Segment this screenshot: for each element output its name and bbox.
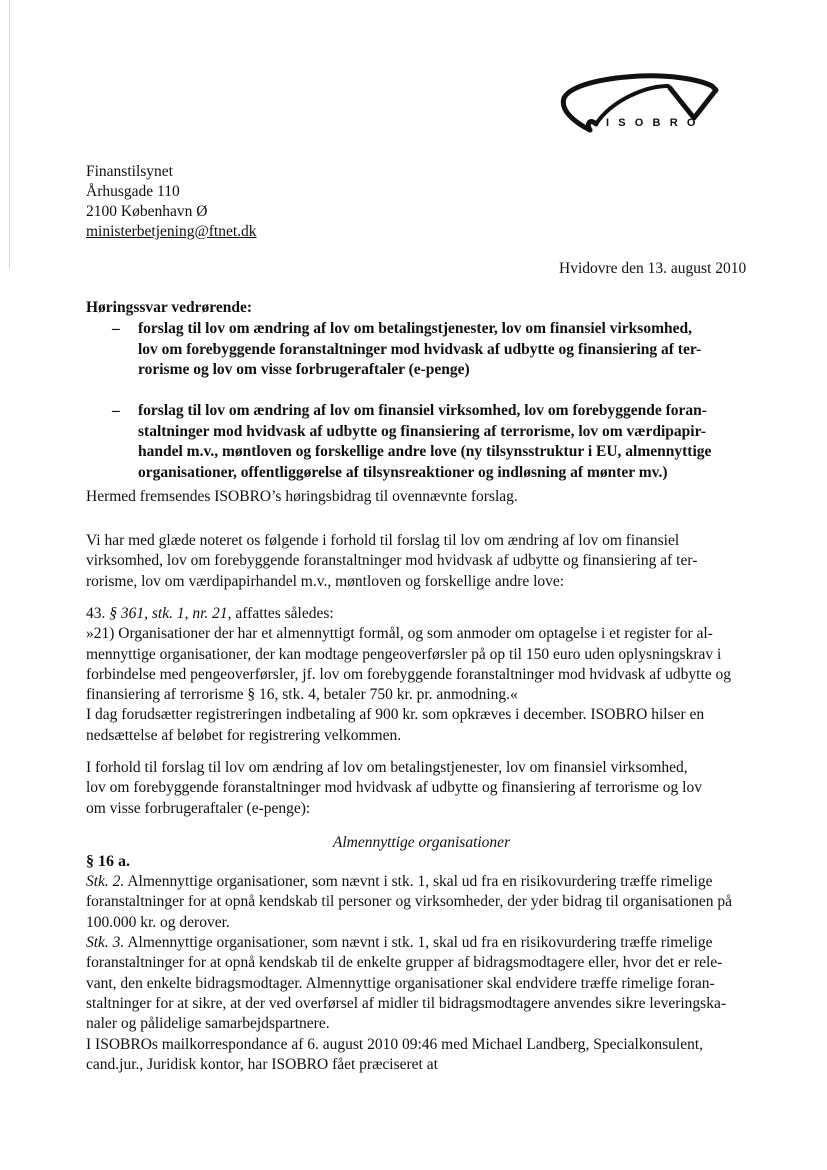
recipient-name: Finanstilsynet xyxy=(86,163,173,180)
item-suffix: affattes således: xyxy=(231,605,334,622)
paragraph-line: foranstaltninger for at opnå kendskab til de enkelte grupper af bidragsmodtagere eller, hvor det er rele- xyxy=(86,954,723,972)
stk-first-text: Almennyttige organisationer, som nævnt i stk. 1, skal ud fra en risikovurdering træffe rimelige xyxy=(124,873,713,890)
item-prefix: 43. xyxy=(86,605,110,622)
logo-wordmark: ISOBRO xyxy=(606,117,705,129)
paragraph-line: 100.000 kr. og derover. xyxy=(86,913,230,931)
paragraph-line: foranstaltninger for at opnå kendskab til personer og virksomheder, der yder bidrag til organisationen på xyxy=(86,893,733,911)
paragraph-line: vant, den enkelte bidragsmodtager. Almennyttige organisationer skal endvidere træffe rimelige foran- xyxy=(86,974,715,992)
stk-label: Stk. 3. xyxy=(86,934,125,951)
paragraph-line: om visse forbrugeraftaler (e-penge): xyxy=(86,799,311,817)
paragraph-e-money xyxy=(86,758,702,819)
paragraph-line: lov om forebyggende foranstaltninger mod hvidvask af udbytte og finansiering af terrorisme og lov xyxy=(86,779,702,797)
paragraph-line: mennyttige organisationer, der kan modtage pengeoverførsler på op til 150 euro uden oplysningskrav i xyxy=(86,645,722,663)
subject-bullet-2 xyxy=(138,401,711,483)
paragraph-line: rorisme, lov om værdipapirhandel m.v., møntloven og forskellige andre love: xyxy=(86,572,565,590)
bullet-line: organisationer, offentliggørelse af tilsynsreaktioner og indløsning af mønter mv.) xyxy=(138,463,668,481)
paragraph-line: I ISOBROs mailkorrespondance af 6. august 2010 09:46 med Michael Landberg, Specialkonsulent, xyxy=(86,1036,704,1053)
section-title: Almennyttige organisationer xyxy=(332,834,511,851)
stk-first-text: Almennyttige organisationer, som nævnt i stk. 1, skal ud fra en risikovurdering træffe rimelige xyxy=(124,934,713,951)
paragraph-line xyxy=(86,872,732,892)
paragraph-line: »21) Organisationer der har et almennyttigt formål, og som anmoder om optagelse i et register for al- xyxy=(86,625,713,643)
recipient-street: Århusgade 110 xyxy=(86,183,180,200)
paragraph-noted xyxy=(86,531,697,592)
paragraph-line xyxy=(86,933,726,953)
bullet-line: rorisme og lov om visse forbrugeraftaler (e-penge) xyxy=(138,361,470,378)
bullet-line: forslag til lov om ændring af lov om betalingstjenester, lov om finansiel virksomhed, xyxy=(138,320,692,337)
section-paragraph-sign: § 16 a. xyxy=(86,853,130,870)
paragraph-line: forbindelse med pengeoverførsler, jf. lov om forebyggende foranstaltninger mod hvidvask af udbytte og xyxy=(86,665,732,683)
closing-paragraph xyxy=(86,1035,703,1076)
bullet-dash-2: – xyxy=(112,402,120,419)
paragraph-line: Vi har med glæde noteret os følgende i forhold til forslag til lov om ændring af lov om finansiel xyxy=(86,532,680,549)
paragraph-line: staltninger for at sikre, at der ved overførsel af midler til bidragsmodtagere anvendes sikre leveringska- xyxy=(86,994,727,1012)
subject-heading: Høringssvar vedrørende: xyxy=(86,299,253,316)
legal-reference: § 361, stk. 1, nr. 21, xyxy=(109,605,232,622)
bullet-line: forslag til lov om ændring af lov om finansiel virksomhed, lov om forebyggende foran- xyxy=(138,402,707,419)
paragraph-line: I dag forudsætter registreringen indbetaling af 900 kr. som opkræves i december. ISOBRO hilser en xyxy=(86,706,705,724)
paragraph-line: cand.jur., Juridisk kontor, har ISOBRO fået præciseret at xyxy=(86,1056,438,1074)
bullet-line: lov om forebyggende foranstaltninger mod hvidvask af udbytte og finansiering af ter- xyxy=(138,340,702,358)
subject-bullet-1 xyxy=(138,319,701,381)
paragraph-line: virksomhed, lov om forebyggende foranstaltninger mod hvidvask af udbytte og finansiering af ter- xyxy=(86,552,698,570)
recipient-address xyxy=(86,162,257,242)
paragraph-line: nedsættelse af beløbet for registrering velkommen. xyxy=(86,726,402,744)
paragraph-line: Hermed fremsendes ISOBRO’s høringsbidrag til ovennævnte forslag. xyxy=(86,488,518,505)
stk-3-paragraph xyxy=(86,933,726,1034)
recipient-email-link[interactable]: ministerbetjening@ftnet.dk xyxy=(86,223,257,240)
paragraph-line xyxy=(86,604,731,624)
isobro-logo xyxy=(556,64,726,138)
recipient-city: 2100 København Ø xyxy=(86,203,208,220)
intro-paragraph xyxy=(86,487,518,507)
paragraph-line: naler og pålidelige samarbejdspartnere. xyxy=(86,1015,330,1033)
bullet-line: staltninger mod hvidvask af udbytte og finansiering af terrorisme, lov om værdipapir- xyxy=(138,422,707,440)
stk-label: Stk. 2. xyxy=(86,873,125,890)
stk-2-paragraph xyxy=(86,872,732,933)
paragraph-line: finansiering af terrorisme § 16, stk. 4, betaler 750 kr. pr. anmodning.« xyxy=(86,686,518,704)
bullet-line: handel m.v., møntloven og forskellige andre love (ny tilsynsstruktur i EU, almennyttige xyxy=(138,443,712,460)
date-line: Hvidovre den 13. august 2010 xyxy=(559,260,747,277)
bullet-dash-1: – xyxy=(112,320,120,337)
scan-edge-line xyxy=(9,0,10,268)
paragraph-amendment-43 xyxy=(86,604,731,746)
paragraph-line: I forhold til forslag til lov om ændring af lov om betalingstjenester, lov om finansiel virksomhed, xyxy=(86,759,688,776)
